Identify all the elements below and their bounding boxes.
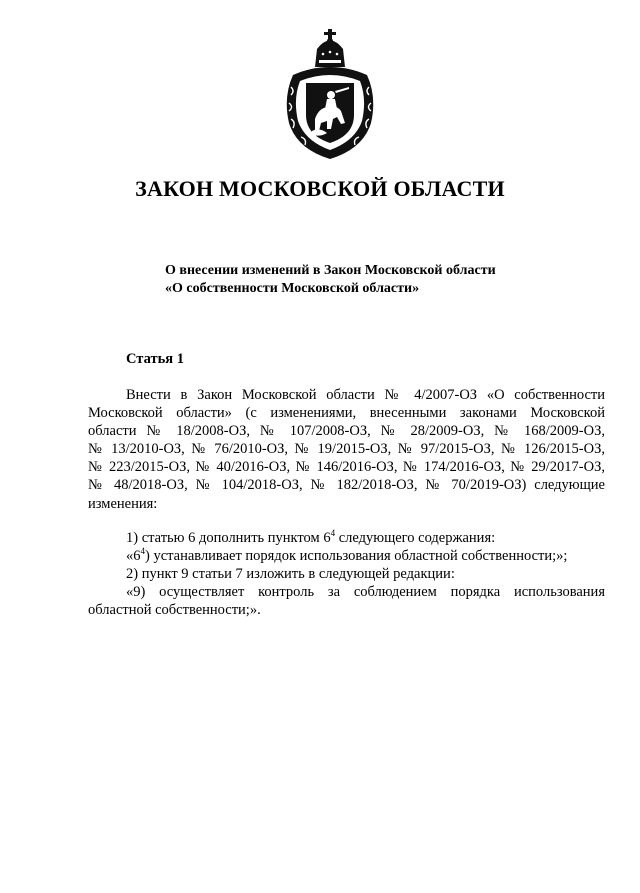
article-body bbox=[88, 386, 605, 619]
intro-line: № 223/2015-ОЗ, № 40/2016-ОЗ, № 146/2016-ОЗ, № 174/2016-ОЗ, № 29/2017-ОЗ, bbox=[88, 459, 605, 476]
intro-line: Внести в Закон Московской области № 4/2007-ОЗ «О собственности bbox=[126, 387, 605, 403]
amendment-item-1: 1) статью 6 дополнить пунктом $6^4$ следующего содержания: bbox=[126, 527, 496, 546]
intro-line: изменения: bbox=[88, 495, 158, 512]
intro-line: Московской области» (с изменениями, внесенными законами Московской bbox=[88, 405, 605, 422]
intro-line: № 13/2010-ОЗ, № 76/2010-ОЗ, № 19/2015-ОЗ, № 97/2015-ОЗ, № 126/2015-ОЗ, bbox=[88, 441, 605, 458]
article-heading: Статья 1 bbox=[126, 351, 184, 367]
intro-line: области № 18/2008-ОЗ, № 107/2008-ОЗ, № 28/2009-ОЗ, № 168/2009-ОЗ, bbox=[88, 423, 605, 440]
amendment-item-1-text: «$6^4$) устанавливает порядок использования областной собственности;»; bbox=[126, 545, 568, 564]
coat-of-arms-emblem bbox=[279, 27, 381, 161]
subtitle-line-2: «О собственности Московской области» bbox=[165, 281, 420, 296]
coat-of-arms-icon bbox=[279, 27, 381, 161]
document-subtitle bbox=[165, 262, 595, 298]
amendment-item-2-text: областной собственности;». bbox=[88, 602, 261, 619]
amendment-item-2: 2) пункт 9 статьи 7 изложить в следующей редакции: bbox=[126, 565, 455, 582]
document-title: ЗАКОН МОСКОВСКОЙ ОБЛАСТИ bbox=[135, 176, 505, 201]
intro-line: № 48/2018-ОЗ, № 104/2018-ОЗ, № 182/2018-ОЗ, № 70/2019-ОЗ) следующие bbox=[88, 477, 605, 494]
amendment-item-2-text: «9) осуществляет контроль за соблюдением порядка использования bbox=[126, 583, 605, 600]
subtitle-line-1: О внесении изменений в Закон Московской области bbox=[165, 263, 496, 278]
